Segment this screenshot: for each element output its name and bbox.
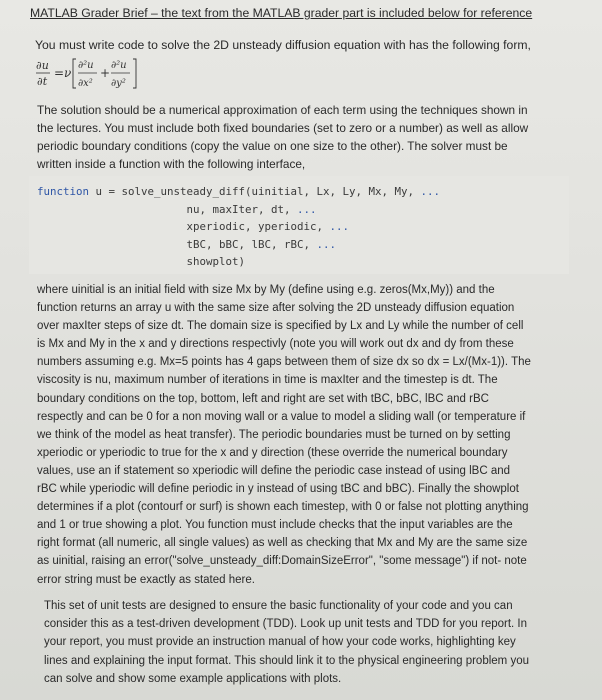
text-line: as uinitial, raising an error("solve_unsteady_diff:DomainSizeError", "some message") if not- note bbox=[37, 555, 527, 568]
solution-paragraph bbox=[37, 101, 557, 173]
eq-term1-num: ∂²u bbox=[78, 60, 94, 71]
function-interface-code bbox=[29, 176, 569, 274]
text-line: values, use an if statement so xperiodic will define the periodic case instead of using lBC and bbox=[37, 464, 511, 477]
eq-equals: = bbox=[54, 66, 65, 80]
text-line: viscosity is nu, maximum number of iterations in time is maxIter and the timestep is dt. The bbox=[37, 374, 498, 387]
text-line: is Mx and My in the x and y directions respectivly (note you will work out dx and dy from these bbox=[37, 338, 514, 351]
eq-lhs-den: ∂t bbox=[37, 75, 48, 88]
eq-term1-den: ∂x² bbox=[78, 78, 93, 89]
text-line: error string must be exactly as stated here. bbox=[37, 573, 255, 586]
code-continuation: ... bbox=[297, 202, 317, 216]
text-line: we think of the model as heat transfer). The periodic boundaries must be turned on by setting bbox=[37, 428, 511, 441]
code-line-1: u = solve_unsteady_diff(uinitial, Lx, Ly, Mx, My, bbox=[89, 185, 421, 198]
code-continuation: ... bbox=[329, 220, 350, 233]
brief-heading: MATLAB Grader Brief – the text from the MATLAB grader part is included below for reference bbox=[30, 6, 533, 20]
text-line: function returns an array u with the same size after solving the 2D unsteady diffusion equation bbox=[37, 302, 515, 315]
eq-nu: ν bbox=[64, 66, 72, 80]
text-line: where uinitial is an initial field with size Mx by My (define using e.g. zeros(Mx,My)) and the bbox=[37, 284, 495, 296]
text-line: over maxIter steps of size dt. The domain size is specified by Lx and Ly while the number of cell bbox=[37, 320, 524, 333]
eq-term2-den: ∂y² bbox=[111, 78, 126, 89]
text-line: numbers assuming e.g. Mx=5 points has 4 gaps between them of size dx so dx = Lx/(Mx-1)). The bbox=[37, 356, 531, 369]
text-line: respectly and can be 0 for a non moving wall or a value to model a sliding wall (or temperature if bbox=[37, 410, 526, 423]
code-line-5: showplot) bbox=[37, 255, 246, 268]
text-line: periodic boundary conditions (copy the value on one size to the other). The solver must be bbox=[37, 139, 508, 153]
unit-tests-paragraph bbox=[44, 597, 564, 688]
code-continuation: ... bbox=[316, 237, 337, 251]
code-keyword: function bbox=[37, 185, 90, 198]
diffusion-equation bbox=[35, 55, 155, 91]
text-line: right format (all numeric, all single values) as well as checking that Mx and My are the same size bbox=[37, 537, 528, 550]
text-line: This set of unit tests are designed to ensure the basic functionality of your code and you can bbox=[44, 600, 513, 612]
text-line: lines and explaining the input format. This should link it to the physical engineering problem you bbox=[44, 654, 529, 667]
text-line: xperiodic or yperiodic to true for the x and y direction (these override the numerical boundary bbox=[37, 446, 508, 459]
text-line: boundary conditions on the top, bottom, left and right are set with tBC, bBC, lBC and rBC bbox=[37, 392, 489, 405]
text-line: written inside a function with the following interface, bbox=[37, 157, 306, 171]
text-line: the lectures. You must include both fixed boundaries (set to zero or a number) as well as allow bbox=[37, 121, 529, 135]
code-line-4: tBC, bBC, lBC, rBC, bbox=[37, 237, 317, 251]
parameters-paragraph bbox=[37, 281, 567, 589]
text-line: determines if a plot (contourf or surf) is shown each timestep, with 0 or false not plotting anything bbox=[37, 501, 529, 514]
text-line: The solution should be a numerical approximation of each term using the techniques shown in bbox=[37, 103, 528, 117]
text-line: and 1 or true showing a plot. You function must include checks that the input variables are the bbox=[37, 519, 513, 532]
text-line: consider this as a test-driven development (TDD). Look up unit tests and TDD for you report. In bbox=[44, 618, 528, 631]
text-line: your report, you must provide an instruction manual of how your code works, highlighting key bbox=[44, 636, 516, 649]
code-continuation: ... bbox=[420, 185, 441, 198]
code-line-3: xperiodic, yperiodic, bbox=[37, 220, 330, 233]
text-line: can solve and show some example applications with plots. bbox=[44, 672, 342, 685]
code-line-2: nu, maxIter, dt, bbox=[37, 202, 298, 216]
eq-term2-num: ∂²u bbox=[111, 60, 127, 71]
eq-plus: + bbox=[100, 66, 111, 80]
intro-sentence: You must write code to solve the 2D unsteady diffusion equation with has the following form, bbox=[35, 38, 531, 52]
text-line: rBC while yperiodic will define periodic in y instead of using tBC and bBC). Finally the showplot bbox=[37, 483, 519, 496]
eq-lhs-num: ∂u bbox=[36, 59, 49, 72]
